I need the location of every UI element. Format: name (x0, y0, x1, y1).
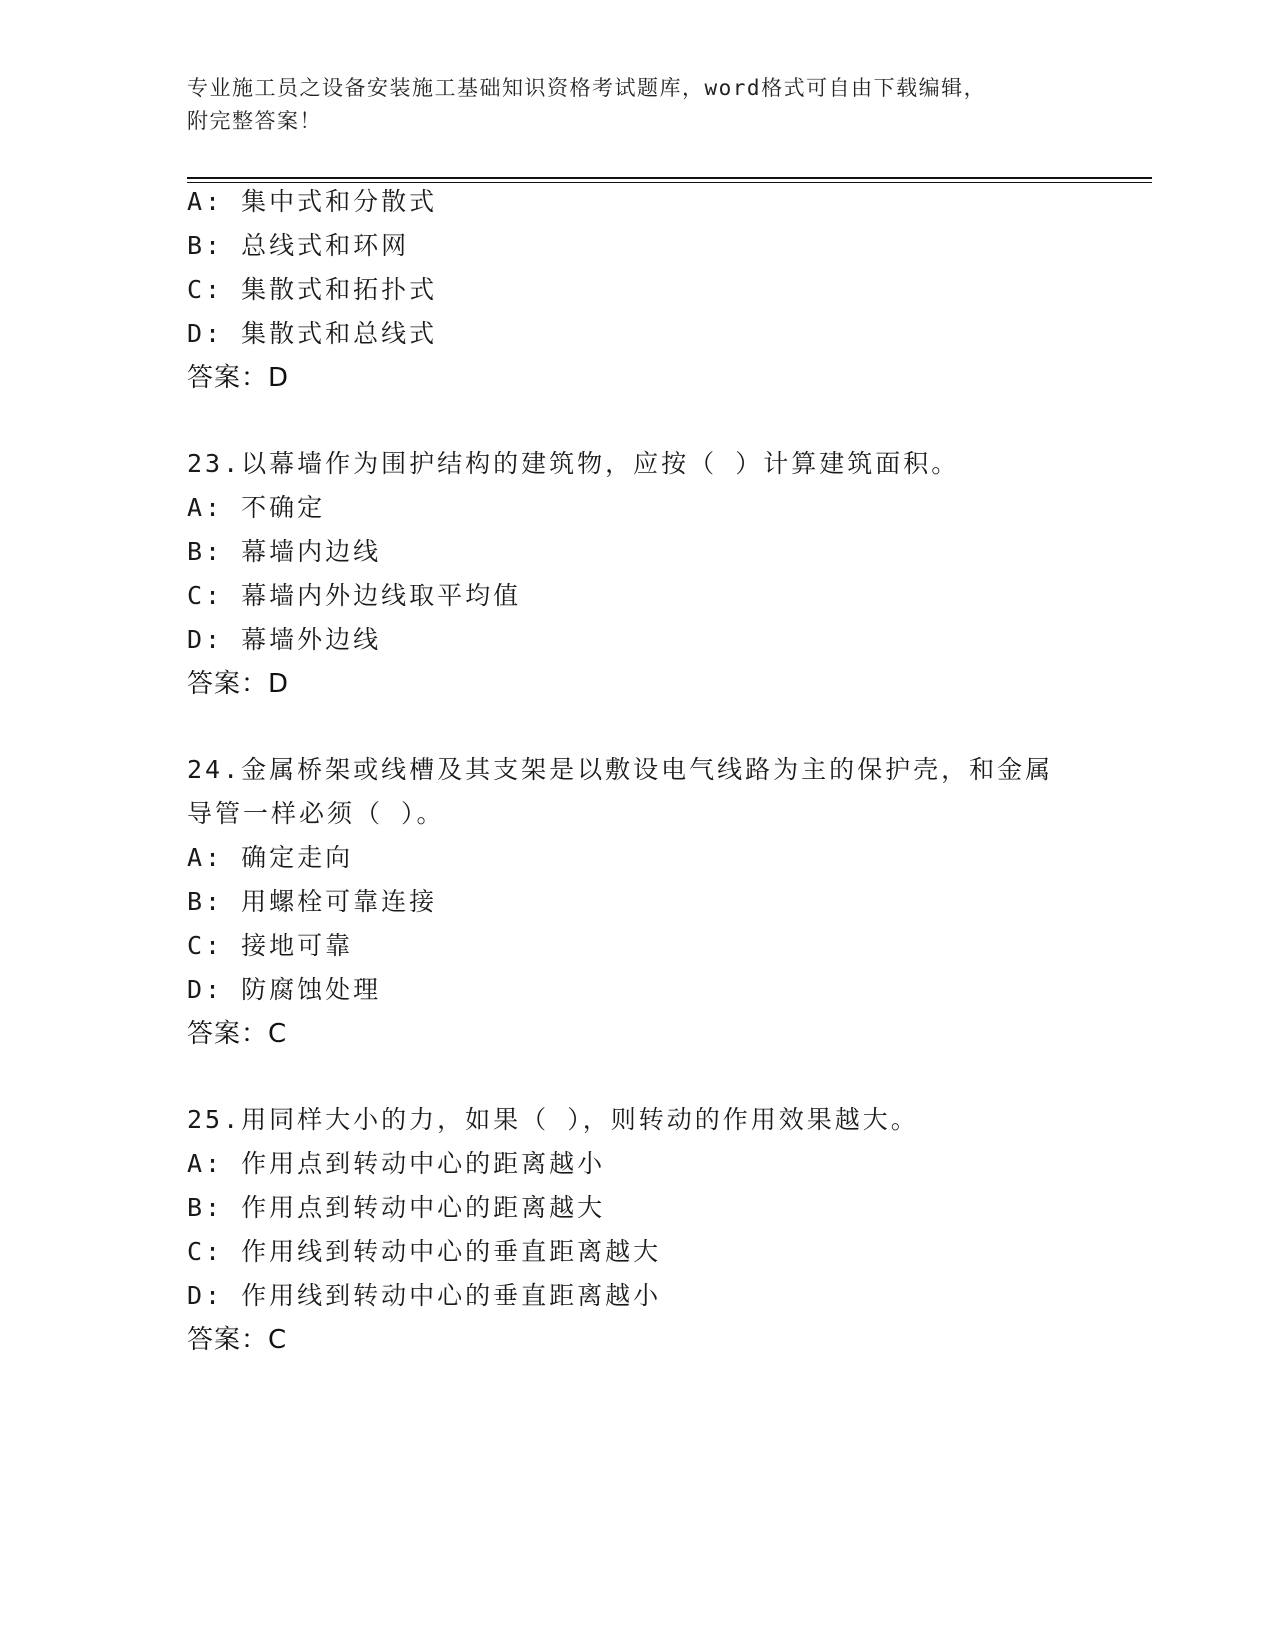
q23-option-b: B: 幕墙内边线 (187, 537, 382, 566)
q23-option-d: D: 幕墙外边线 (187, 625, 382, 654)
document-header (187, 72, 1087, 138)
header-line-2: 附完整答案！ (187, 109, 322, 133)
q22-option-a: A: 集中式和分散式 (187, 187, 438, 216)
q22-option-d: D: 集散式和总线式 (187, 319, 438, 348)
q23-option-a: A: 不确定 (187, 493, 326, 522)
q25-answer: 答案：C (187, 1325, 288, 1355)
q24-stem-line-1: 24.金属桥架或线槽及其支架是以敷设电气线路为主的保护壳，和金属 (187, 755, 1054, 784)
q22-answer: 答案：D (187, 363, 290, 393)
q24-answer: 答案：C (187, 1019, 288, 1049)
q22-option-b: B: 总线式和环网 (187, 231, 410, 260)
q23-option-c: C: 幕墙内外边线取平均值 (187, 581, 522, 610)
q23-answer: 答案：D (187, 669, 290, 699)
q24-option-c: C: 接地可靠 (187, 931, 354, 960)
q23-stem: 23.以幕墙作为围护结构的建筑物，应按（ ）计算建筑面积。 (187, 449, 960, 478)
q25-option-d: D: 作用线到转动中心的垂直距离越小 (187, 1281, 662, 1310)
q24-stem-line-2: 导管一样必须（ ）。 (187, 799, 445, 828)
header-line-1: 专业施工员之设备安装施工基础知识资格考试题库，word格式可自由下载编辑， (187, 76, 987, 100)
q24-option-b: B: 用螺栓可靠连接 (187, 887, 438, 916)
q25-option-c: C: 作用线到转动中心的垂直距离越大 (187, 1237, 662, 1266)
q25-option-b: B: 作用点到转动中心的距离越大 (187, 1193, 606, 1222)
header-rule-thin (187, 182, 1152, 183)
q24-option-a: A: 确定走向 (187, 843, 354, 872)
header-rule-thick (187, 177, 1152, 179)
q25-option-a: A: 作用点到转动中心的距离越小 (187, 1149, 606, 1178)
q22-option-c: C: 集散式和拓扑式 (187, 275, 438, 304)
q25-stem: 25.用同样大小的力，如果（ ），则转动的作用效果越大。 (187, 1105, 919, 1134)
q24-option-d: D: 防腐蚀处理 (187, 975, 382, 1004)
